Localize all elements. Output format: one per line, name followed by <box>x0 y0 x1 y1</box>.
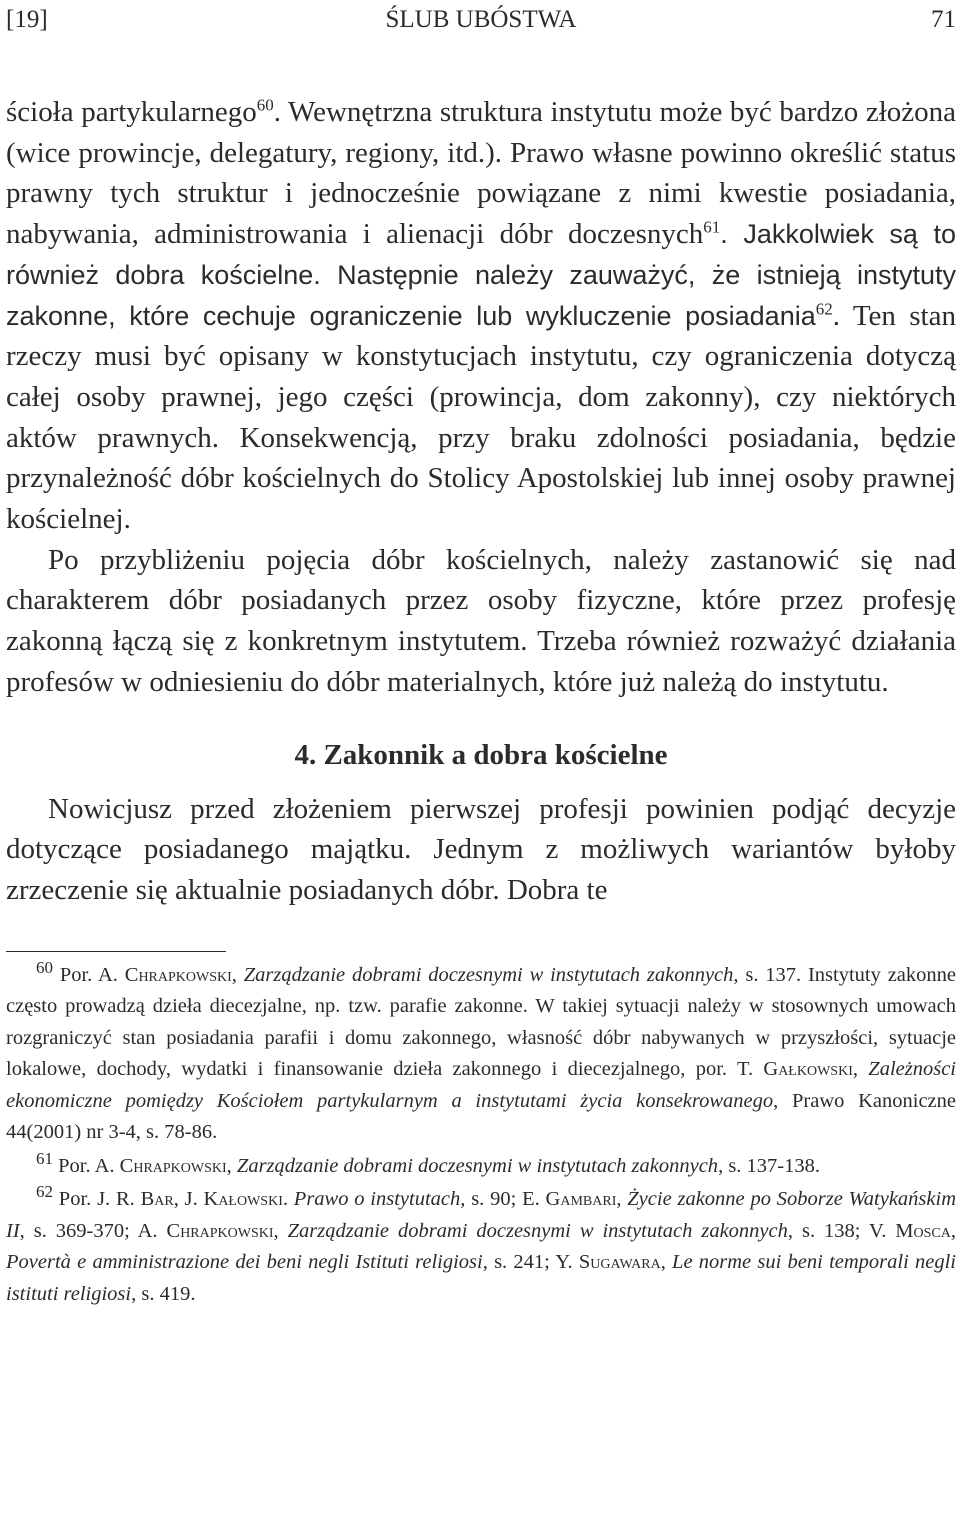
fn-text: , s. 138; V. <box>787 1219 896 1242</box>
fn-author: Kałowski <box>203 1188 283 1211</box>
fn-text: Por. A. <box>58 1154 120 1177</box>
fn-title: Zarządzanie dobrami doczesnymi w instytutach zakonnych <box>243 963 734 986</box>
fn-text: , <box>273 1219 288 1242</box>
fn-title: Życie zakonne po Soborze Watykańskim II <box>6 1188 957 1242</box>
fn-author: Gambari <box>545 1188 617 1211</box>
fn-text: , <box>226 1154 237 1177</box>
fn-author: Gałkowski <box>763 1058 853 1081</box>
fn-author: Chrapkowski <box>119 1154 227 1177</box>
fn-text: . <box>282 1188 294 1211</box>
fn-title: Prawo o instytutach, <box>293 1188 466 1211</box>
fn-text: , <box>950 1219 956 1242</box>
text-run: . Ten stan rzeczy musi być opisany w konstytucjach instytutu, czy ograniczenia dotyczą całej osoby prawnej, jego części (prowincja, dom zakonny), czy niektórych aktów prawnych. Konsekwencją, przy braku zdolności posiadania, będzie przynależność dóbr kościelnych do Stolicy Apostolskiej lub innej osoby prawnej kościelnej. <box>6 299 956 536</box>
fn-title: Zależności ekonomiczne pomiędzy Kościołem partykularnym a instytutami życia konsekrowanego <box>6 1058 956 1112</box>
fn-text: s. 90; E. <box>465 1188 546 1211</box>
paragraph-3: Nowicjusz przed złożeniem pierwszej profesji powinien podjąć decyzje dotyczące posiadanego majątku. Jednym z możliwych wariantów byłoby zrzeczenie się aktualnie posiadanych dóbr. Dobra te <box>6 792 956 906</box>
fn-author: Bar <box>140 1188 174 1211</box>
footnote-61 <box>6 1148 956 1183</box>
text-run: . Wewnętrzna struktura instytutu może być bardzo złożona (wice prowincje, delegatury, regiony, itd.). Prawo własne powinno określić status prawny tych struktur i jednocześnie powiązane z nimi kwestie posiadania, nabywania, administrowania i alienacji dóbr doczesnych <box>6 96 957 251</box>
footnotes <box>6 957 957 1311</box>
fn-author: Sugawara <box>578 1251 661 1274</box>
fn-text: , <box>660 1251 673 1274</box>
fn-text: , <box>231 963 244 986</box>
text-run: ścioła partykularnego <box>6 96 257 128</box>
section-heading: 4. Zakonnik a dobra kościelne <box>294 738 668 771</box>
paragraph-1 <box>6 92 956 540</box>
document-page <box>6 0 956 1312</box>
footnote-number: 61 <box>36 1148 53 1168</box>
fn-text: , <box>852 1058 869 1081</box>
fn-author: Mosca <box>895 1219 951 1242</box>
footnote-number: 62 <box>36 1182 53 1202</box>
fn-title: Zarządzanie dobrami doczesnymi w instytutach zakonnych <box>236 1154 719 1177</box>
main-text <box>6 92 956 911</box>
page-reference: [19] <box>6 6 48 33</box>
fn-text: Por. A. <box>59 963 125 986</box>
footnote-number: 60 <box>36 957 53 977</box>
paragraph-2: Po przybliżeniu pojęcia dóbr kościelnych, należy zastanowić się nad charakterem dóbr posiadanych przez osoby fizyczne, które przez profesję zakonną łączą się z konkretnym instytutem. Trzeba również rozważyć działania profesów w odniesieniu do dóbr materialnych, które już należą do instytutu. <box>6 543 956 698</box>
fn-text: , s. 241; Y. <box>482 1251 579 1274</box>
fn-text: , <box>616 1188 628 1211</box>
footnote-62 <box>6 1184 956 1310</box>
footnote-ref-61[interactable]: 61 <box>703 217 721 237</box>
fn-text: , J. <box>173 1188 204 1211</box>
footnote-ref-60[interactable]: 60 <box>256 95 274 115</box>
fn-title: Zarządzanie dobrami doczesnymi w instytutach zakonnych <box>287 1219 788 1242</box>
page-number: 71 <box>931 6 956 33</box>
fn-author: Chrapkowski <box>166 1219 274 1242</box>
fn-text: , s. 137. Instytuty zakonne często prowadzą dzieła diecezjalne, np. tzw. parafie zakonne. W takiej sytuacji należy w stosownych umowach rozgraniczyć stan posiadania parafii i domu zakonnego, własność dóbr nabywanych w przyszłości, sytuacje lokalowe, dochody, wydatki i finansowanie dzieła zakonnego i diecezjalnego, por. T. <box>6 963 956 1081</box>
fn-text: Por. J. R. <box>58 1188 141 1211</box>
fn-author: Chrapkowski <box>124 963 232 986</box>
fn-text: , s. 137-138. <box>718 1154 820 1177</box>
running-header <box>6 0 956 40</box>
fn-text: , Prawo Kanoniczne 44(2001) nr 3-4, s. 78-86. <box>6 1089 956 1144</box>
footnote-divider <box>6 951 226 952</box>
fn-text: , s. 369-370; A. <box>19 1219 167 1242</box>
fn-text: , s. 419. <box>131 1282 196 1305</box>
fn-title: Le norme sui beni temporali negli istituti religiosi <box>6 1251 957 1305</box>
footnote-ref-62[interactable]: 62 <box>815 298 833 318</box>
footnote-60 <box>6 957 956 1149</box>
running-title: ŚLUB UBÓSTWA <box>385 6 577 33</box>
text-run-sans: . Jakkolwiek są to również dobra kościelne. Następnie należy zauważyć, że istnieją instytuty zakonne, które cechuje ograniczenie lub wykluczenie posiadania <box>6 219 956 331</box>
fn-title: Povertà e amministrazione dei beni negli Istituti religiosi <box>6 1251 483 1274</box>
